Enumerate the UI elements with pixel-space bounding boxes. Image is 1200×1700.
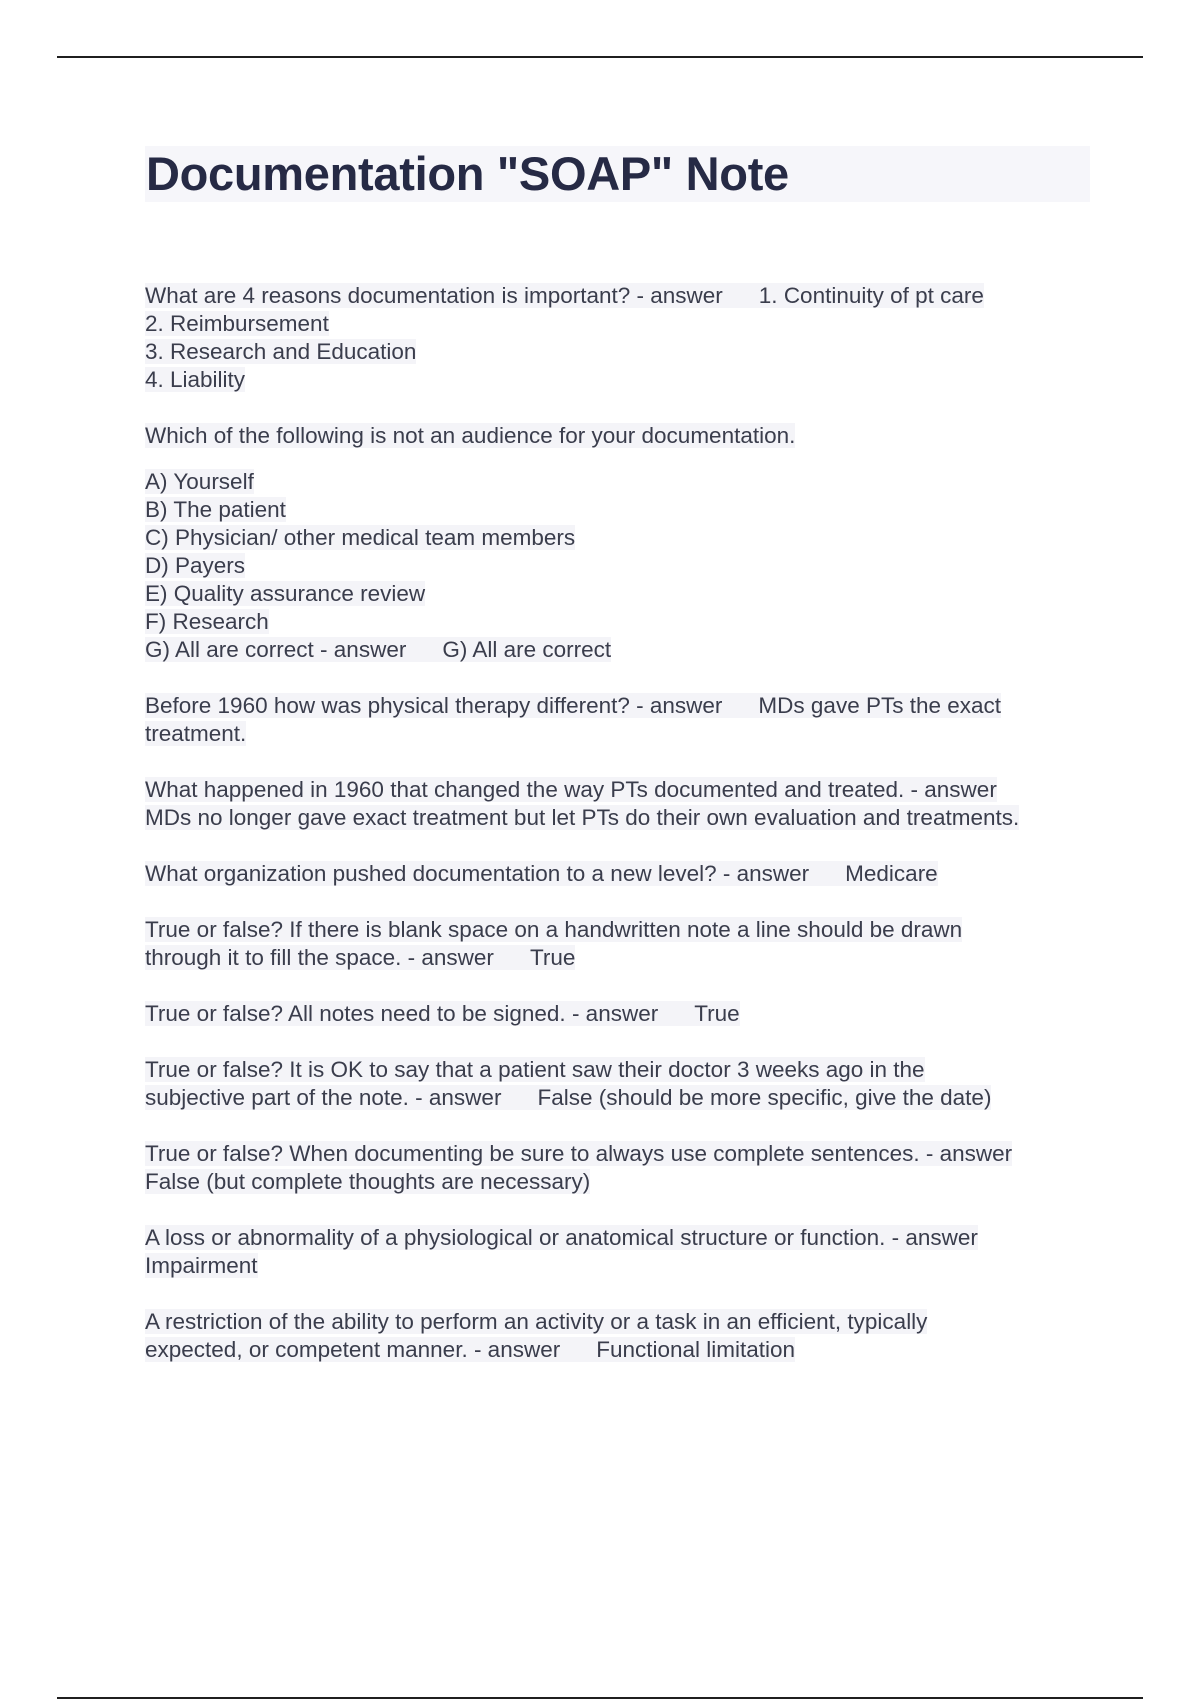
qa-item-2 <box>145 422 1090 664</box>
option-item: A) Yourself <box>145 469 254 494</box>
question-text: True or false? All notes need to be signed. - answer <box>145 1001 659 1026</box>
qa-item-8 <box>145 1056 1090 1112</box>
qa-item-6 <box>145 916 1090 972</box>
question-text: A loss or abnormality of a physiological or anatomical structure or function. - answer <box>145 1225 978 1250</box>
option-item: G) All are correct - answer <box>145 637 407 662</box>
question-text: What organization pushed documentation to a new level? - answer <box>145 861 810 886</box>
qa-item-1 <box>145 282 1090 394</box>
question-text: A restriction of the ability to perform an activity or a task in an efficient, typically <box>145 1309 928 1334</box>
qa-item-4 <box>145 776 1090 832</box>
option-item: C) Physician/ other medical team members <box>145 525 576 550</box>
top-rule <box>57 56 1143 58</box>
option-list <box>145 468 1090 664</box>
answer-text: 4. Liability <box>145 367 246 392</box>
question-text: True or false? It is OK to say that a patient saw their doctor 3 weeks ago in the <box>145 1057 925 1082</box>
answer-text: True <box>529 945 576 970</box>
answer-text: Functional limitation <box>596 1337 796 1362</box>
question-text: subjective part of the note. - answer <box>145 1085 502 1110</box>
document-title: Documentation "SOAP" Note <box>145 146 1090 202</box>
answer-text: True <box>694 1001 740 1026</box>
question-text: through it to fill the space. - answer <box>145 945 494 970</box>
question-text: What happened in 1960 that changed the way PTs documented and treated. - answer <box>145 777 997 802</box>
question-text: True or false? If there is blank space on a handwritten note a line should be drawn <box>145 917 963 942</box>
qa-item-10 <box>145 1224 1090 1280</box>
option-item: D) Payers <box>145 553 246 578</box>
qa-item-5 <box>145 860 1090 888</box>
answer-text: Medicare <box>845 861 938 886</box>
answer-text: 3. Research and Education <box>145 339 417 364</box>
option-item: B) The patient <box>145 497 286 522</box>
answer-text: MDs gave PTs the exact <box>758 693 1002 718</box>
question-text: expected, or competent manner. - answer <box>145 1337 561 1362</box>
answer-text: 2. Reimbursement <box>145 311 329 336</box>
answer-text: False (should be more specific, give the date) <box>537 1085 992 1110</box>
answer-text: treatment. <box>145 721 247 746</box>
question-text: True or false? When documenting be sure to always use complete sentences. - answer <box>145 1141 1013 1166</box>
answer-text: 1. Continuity of pt care <box>758 283 984 308</box>
answer-text: False (but complete thoughts are necessary) <box>145 1169 591 1194</box>
option-item: E) Quality assurance review <box>145 581 426 606</box>
document-body <box>145 146 1090 1392</box>
answer-text: Impairment <box>145 1253 258 1278</box>
answer-text: G) All are correct <box>442 637 612 662</box>
qa-item-9 <box>145 1140 1090 1196</box>
answer-text: MDs no longer gave exact treatment but let PTs do their own evaluation and treatments. <box>145 805 1020 830</box>
question-text: Before 1960 how was physical therapy different? - answer <box>145 693 723 718</box>
qa-item-7 <box>145 1000 1090 1028</box>
qa-item-3 <box>145 692 1090 748</box>
option-item: F) Research <box>145 609 269 634</box>
bottom-rule <box>57 1697 1143 1699</box>
qa-item-11 <box>145 1308 1090 1364</box>
question-text: Which of the following is not an audience for your documentation. <box>145 423 796 448</box>
question-text: What are 4 reasons documentation is important? - answer <box>145 283 723 308</box>
